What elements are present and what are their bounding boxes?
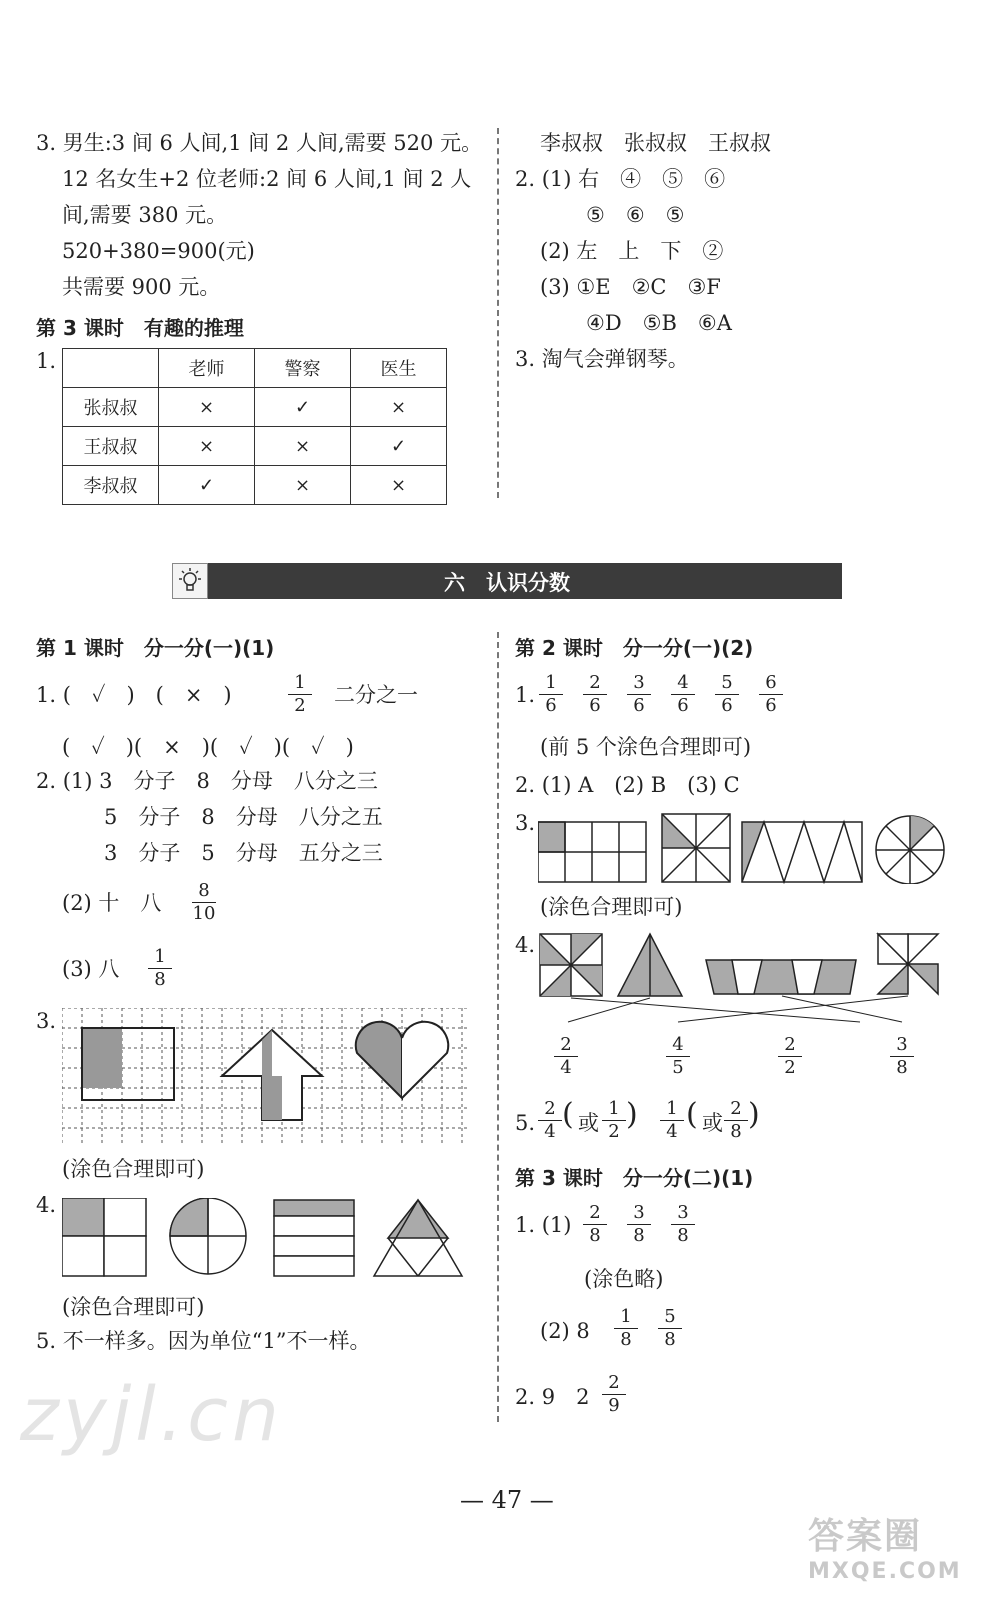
l3-q2: 2. 9 2 xyxy=(515,1385,590,1409)
fraction xyxy=(539,672,563,717)
l1-q3-note: (涂色合理即可) xyxy=(62,1157,205,1181)
column-divider xyxy=(497,632,499,1422)
l2-q3-label: 3. xyxy=(515,811,536,835)
q4-matching-figure xyxy=(538,930,958,1030)
open-paren: ( xyxy=(562,1097,574,1132)
q3-line4: 520+380=900(元) xyxy=(62,239,255,263)
fraction xyxy=(658,1306,682,1351)
q2-1a: 2. (1) 右 ④ ⑤ ⑥ xyxy=(515,167,726,191)
denominator: 10 xyxy=(192,903,216,924)
table-cell: 张叔叔 xyxy=(63,388,159,427)
numerator: 1 xyxy=(539,672,563,695)
denominator: 2 xyxy=(294,695,306,716)
fraction xyxy=(724,1098,748,1143)
table-row xyxy=(63,349,447,388)
numerator: 2 xyxy=(583,1202,607,1225)
denominator: 2 xyxy=(608,1121,620,1142)
or-word: 或 xyxy=(578,1111,599,1135)
l2-q1-note: (前 5 个涂色合理即可) xyxy=(540,735,752,759)
fraction xyxy=(288,672,312,717)
l1-q2-3: (3) 八 xyxy=(62,957,120,981)
fraction xyxy=(627,672,651,717)
table-cell: × xyxy=(351,388,447,427)
table-cell xyxy=(63,349,159,388)
denominator: 8 xyxy=(154,969,166,990)
close-paren: ) xyxy=(626,1097,638,1132)
denominator: 8 xyxy=(896,1057,908,1078)
chapter-banner xyxy=(172,563,842,599)
watermark: zyjl.cn xyxy=(20,1372,283,1458)
q3-shapes-figure xyxy=(538,812,948,884)
page-number: — 47 — xyxy=(460,1486,554,1514)
q1-label: 1. xyxy=(36,349,57,373)
numerator: 2 xyxy=(724,1098,748,1121)
fraction xyxy=(715,672,739,717)
fraction xyxy=(554,1034,578,1079)
denominator: 6 xyxy=(765,695,777,716)
denominator: 6 xyxy=(545,695,557,716)
table-cell: × xyxy=(159,388,255,427)
q3-line2: 12 名女生+2 位老师:2 间 6 人间,1 间 2 人 xyxy=(62,167,472,191)
logo-url: MXQE.COM xyxy=(808,1559,962,1584)
table-cell: × xyxy=(351,466,447,505)
or-word: 或 xyxy=(702,1111,723,1135)
denominator: 5 xyxy=(672,1057,684,1078)
denominator: 9 xyxy=(608,1395,620,1416)
denominator: 4 xyxy=(560,1057,572,1078)
denominator: 6 xyxy=(721,695,733,716)
fraction xyxy=(759,672,783,717)
fraction xyxy=(538,1098,562,1143)
l1-q2-1a: 2. (1) 3 分子 8 分母 八分之三 xyxy=(36,769,378,793)
open-paren: ( xyxy=(686,1097,698,1132)
l1-q2-1b: 5 分子 8 分母 八分之五 xyxy=(104,805,383,829)
q2-3b: ④D ⑤B ⑥A xyxy=(586,311,732,335)
table-cell: 王叔叔 xyxy=(63,427,159,466)
fraction xyxy=(890,1034,914,1079)
table-row xyxy=(63,466,447,505)
table-row xyxy=(63,388,447,427)
l3-q1-note: (涂色略) xyxy=(584,1267,664,1291)
fraction xyxy=(583,672,607,717)
banner-slash-decoration xyxy=(942,563,996,599)
table-cell: ✓ xyxy=(351,427,447,466)
numerator: 2 xyxy=(778,1034,802,1057)
numerator: 1 xyxy=(288,672,312,695)
reasoning-table xyxy=(62,348,447,505)
fraction xyxy=(192,880,216,925)
l1-q1-a: 1. ( ✓ ) ( × ) xyxy=(36,683,232,707)
fraction xyxy=(627,1202,651,1247)
q2-1b: ⑤ ⑥ ⑤ xyxy=(586,203,685,227)
denominator: 4 xyxy=(544,1121,556,1142)
l2-q5-label: 5. xyxy=(515,1111,536,1135)
fraction xyxy=(602,1372,626,1417)
l1-q1-b: ( ✓ )( × )( ✓ )( ✓ ) xyxy=(62,735,354,759)
fraction xyxy=(583,1202,607,1247)
l2-q2: 2. (1) A (2) B (3) C xyxy=(515,773,740,797)
q2-2: (2) 左 上 下 ② xyxy=(540,239,724,263)
fraction xyxy=(671,672,695,717)
denominator: 6 xyxy=(633,695,645,716)
l1-q4-note: (涂色合理即可) xyxy=(62,1295,205,1319)
grid-shapes-figure xyxy=(62,1008,470,1144)
table-row xyxy=(63,427,447,466)
denominator: 8 xyxy=(677,1225,689,1246)
numerator: 6 xyxy=(759,672,783,695)
fraction xyxy=(660,1098,684,1143)
uncle-names: 李叔叔 张叔叔 王叔叔 xyxy=(540,131,771,155)
numerator: 5 xyxy=(715,672,739,695)
denominator: 8 xyxy=(730,1121,742,1142)
l1-q3-label: 3. xyxy=(36,1009,57,1033)
denominator: 6 xyxy=(589,695,601,716)
numerator: 2 xyxy=(538,1098,562,1121)
denominator: 6 xyxy=(677,695,689,716)
table-cell: 李叔叔 xyxy=(63,466,159,505)
numerator: 3 xyxy=(890,1034,914,1057)
column-divider xyxy=(497,128,499,498)
numerator: 1 xyxy=(660,1098,684,1121)
table-cell: × xyxy=(159,427,255,466)
numerator: 8 xyxy=(192,880,216,903)
q3-line5: 共需要 900 元。 xyxy=(62,275,221,299)
numerator: 3 xyxy=(671,1202,695,1225)
l2-q4-label: 4. xyxy=(515,933,536,957)
numerator: 2 xyxy=(554,1034,578,1057)
l3-q1: 1. (1) xyxy=(515,1213,572,1237)
table-cell: × xyxy=(255,466,351,505)
numerator: 4 xyxy=(671,672,695,695)
table-cell: ✓ xyxy=(159,466,255,505)
denominator: 4 xyxy=(666,1121,678,1142)
l1-q2-2: (2) 十 八 xyxy=(62,891,162,915)
lesson3-title: 第 3 课时 有趣的推理 xyxy=(36,316,244,340)
table-cell: 老师 xyxy=(159,349,255,388)
fraction xyxy=(666,1034,690,1079)
table-cell: 医生 xyxy=(351,349,447,388)
l2-q3-note: (涂色合理即可) xyxy=(540,895,683,919)
q4-shapes-figure xyxy=(62,1198,472,1280)
numerator: 5 xyxy=(658,1306,682,1329)
denominator: 8 xyxy=(620,1329,632,1350)
numerator: 4 xyxy=(666,1034,690,1057)
l1-q5: 5. 不一样多。因为单位“1”不一样。 xyxy=(36,1329,371,1353)
l2-q1-label: 1. xyxy=(515,683,536,707)
q3-line3: 间,需要 380 元。 xyxy=(62,203,228,227)
l1-q2-1c: 3 分子 5 分母 五分之三 xyxy=(104,841,383,865)
denominator: 8 xyxy=(589,1225,601,1246)
l1-q4-label: 4. xyxy=(36,1193,57,1217)
lesson2-title: 第 2 课时 分一分(一)(2) xyxy=(515,636,754,660)
table-cell: ✓ xyxy=(255,388,351,427)
chapter-title: 六 认识分数 xyxy=(444,571,570,595)
table-cell: 警察 xyxy=(255,349,351,388)
fraction xyxy=(778,1034,802,1079)
fraction xyxy=(614,1306,638,1351)
q3-line1: 3. 男生:3 间 6 人间,1 间 2 人间,需要 520 元。 xyxy=(36,131,483,155)
numerator: 1 xyxy=(602,1098,626,1121)
numerator: 1 xyxy=(148,946,172,969)
numerator: 2 xyxy=(602,1372,626,1395)
table-cell: × xyxy=(255,427,351,466)
lesson1-title: 第 1 课时 分一分(一)(1) xyxy=(36,636,275,660)
denominator: 8 xyxy=(633,1225,645,1246)
logo-text: 答案圈 xyxy=(808,1516,923,1557)
l1-q1-a-tail: 二分之一 xyxy=(334,683,418,707)
denominator: 8 xyxy=(664,1329,676,1350)
numerator: 1 xyxy=(614,1306,638,1329)
lesson3b-title: 第 3 课时 分一分(二)(1) xyxy=(515,1166,754,1190)
numerator: 2 xyxy=(583,672,607,695)
fraction xyxy=(602,1098,626,1143)
l3-q1-2: (2) 8 xyxy=(540,1319,590,1343)
close-paren: ) xyxy=(748,1097,760,1132)
numerator: 3 xyxy=(627,1202,651,1225)
fraction xyxy=(148,946,172,991)
corner-logo xyxy=(808,1508,988,1594)
q2-3a: (3) ①E ②C ③F xyxy=(540,275,721,299)
q3-answer: 3. 淘气会弹钢琴。 xyxy=(515,347,689,371)
fraction xyxy=(671,1202,695,1247)
denominator: 2 xyxy=(784,1057,796,1078)
numerator: 3 xyxy=(627,672,651,695)
